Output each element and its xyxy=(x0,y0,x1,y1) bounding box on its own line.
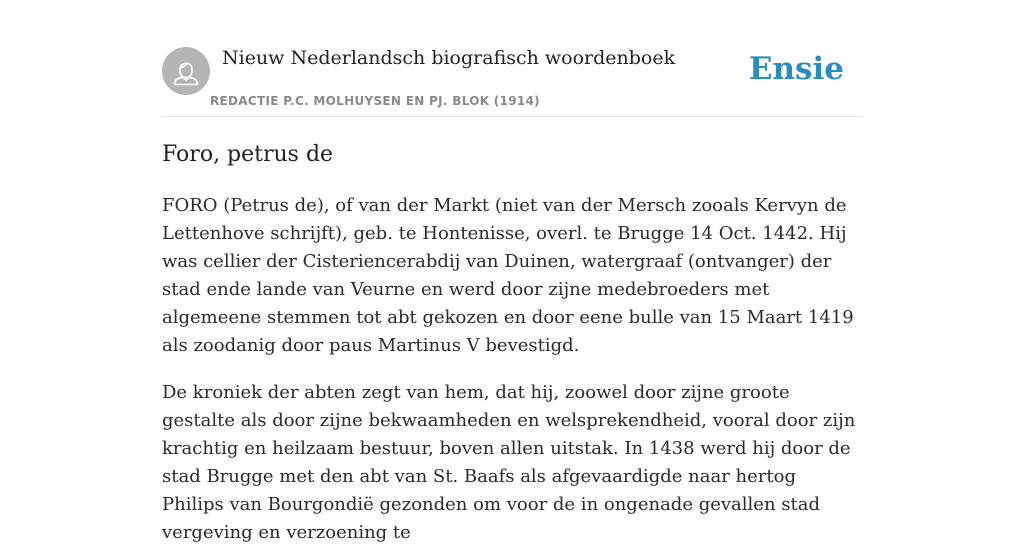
book-title[interactable]: Nieuw Nederlandsch biografisch woordenboek xyxy=(222,47,676,69)
entry-title: Foro, petrus de xyxy=(162,142,334,167)
content-column xyxy=(162,0,862,543)
user-silhouette-icon xyxy=(162,47,210,95)
ensie-logo-link[interactable]: Ensie xyxy=(748,51,844,87)
source-header xyxy=(162,0,862,117)
entry-paragraph: De kroniek der abten zegt van hem, dat hij, zoowel door zijne groote gestalte als door zijne bekwaamheden en welsprekendheid, vooral door zijn krachtig en heilzaam bestuur, boven allen uitstak. In 1438 werd hij door de stad Brugge met den abt van St. Baafs als afgevaardigde naar hertog Philips van Bourgondië gezonden om voor de in ongenade gevallen stad vergeving en verzoening te xyxy=(162,382,856,543)
book-editor: REDACTIE P.C. MOLHUYSEN EN PJ. BLOK (1914) xyxy=(210,94,540,108)
entry-paragraph: FORO (Petrus de), of van der Markt (niet van der Mersch zooals Kervyn de Lettenhove schrijft), geb. te Hontenisse, overl. te Brugge 14 Oct. 1442. Hij was cellier der Cisteriencerabdij van Duinen, watergraaf (ontvanger) der stad ende lande van Veurne en werd door zijne medebroeders met algemeene stemmen tot abt gekozen en door eene bulle van 15 Maart 1419 als zoodanig door paus Martinus V bevestigd. xyxy=(162,195,854,356)
